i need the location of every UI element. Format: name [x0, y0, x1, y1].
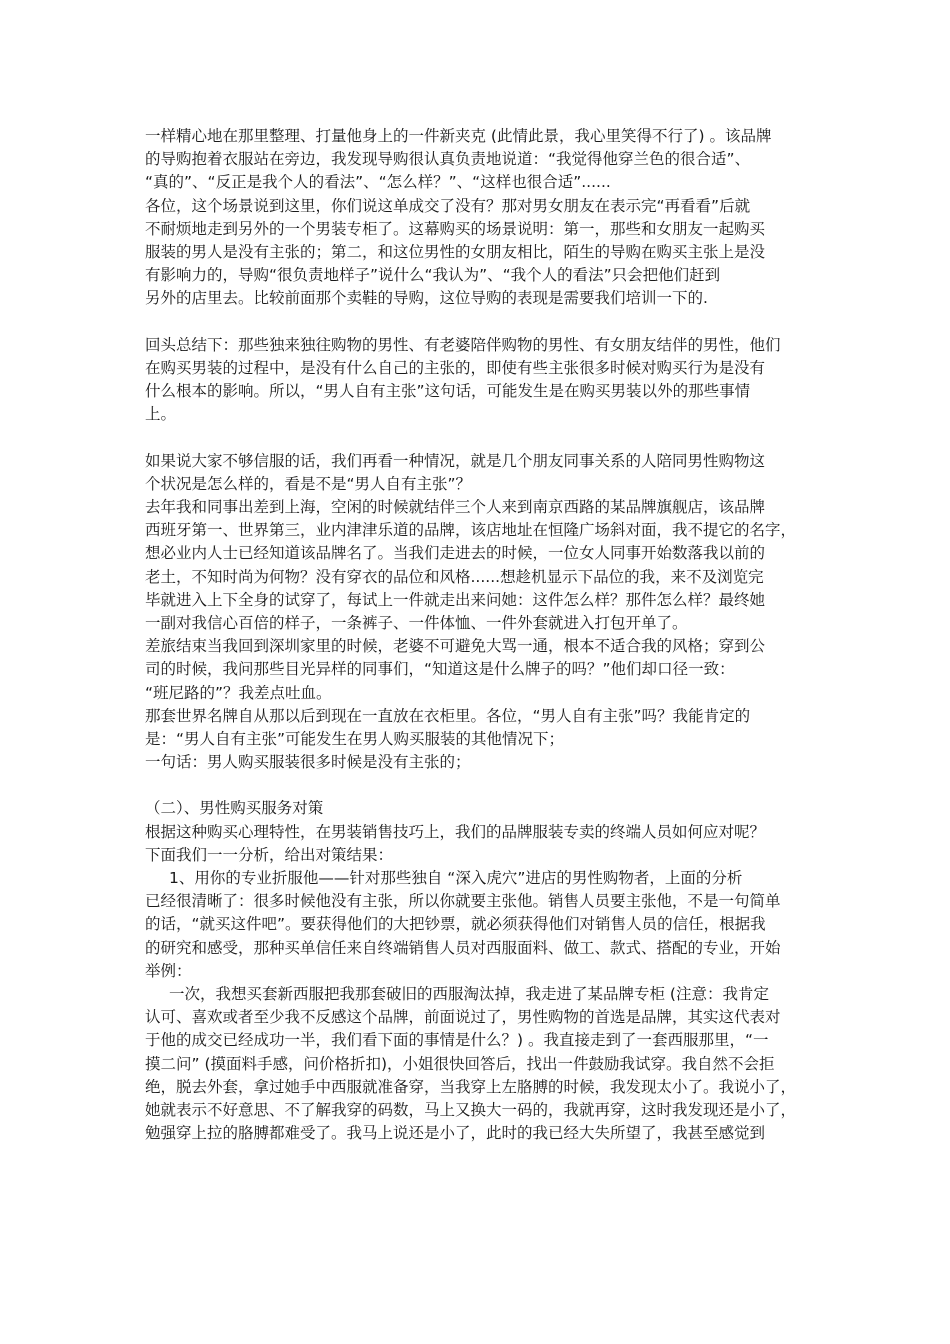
text-line: 老土，不知时尚为何物？没有穿衣的品位和风格......想趁机显示下品位的我，来不及浏览完 — [145, 567, 764, 586]
text-line: 认可、喜欢或者至少我不反感这个品牌，前面说过了，男性购物的首选是品牌，其实这代表对 — [145, 1008, 781, 1027]
text-line: “真的”、“反正是我个人的看法”、“怎么样？”、“这样也很合适”...... — [145, 173, 611, 192]
text-line: 摸二问” (摸面料手感，问价格折扣)，小姐很快回答后，找出一件鼓励我试穿。我自然不会拒 — [145, 1054, 775, 1073]
text-line: 什么根本的影响。所以，“男人自有主张”这句话，可能发生是在购买男装以外的那些事情 — [145, 382, 751, 401]
text-line: 已经很清晰了：很多时候他没有主张，所以你就要主张他。销售人员要主张他，不是一句简单 — [145, 892, 781, 911]
text-line: 另外的店里去。比较前面那个卖鞋的导购，这位导购的表现是需要我们培训一下的. — [145, 289, 708, 308]
text-line: 下面我们一一分析，给出对策结果： — [145, 845, 394, 864]
text-line: 司的时候，我问那些目光异样的同事们，“知道这是什么牌子的吗？”他们却口径一致： — [145, 660, 735, 679]
text-line: 在购买男装的过程中，是没有什么自己的主张的，即使有些主张很多时候对购买行为是没有 — [145, 358, 766, 377]
text-line: 一次，我想买套新西服把我那套破旧的西服淘汰掉，我走进了某品牌专柜 (注意：我肯定 — [169, 984, 769, 1003]
text-line: 西班牙第一、世界第三，业内津津乐道的品牌，该店地址在恒隆广场斜对面，我不提它的名字， — [145, 521, 797, 540]
text-line: 想必业内人士已经知道该品牌名了。当我们走进去的时候，一位女人同事开始数落我以前的 — [145, 544, 766, 563]
section-heading — [145, 797, 813, 820]
text-line: 是：“男人自有主张”可能发生在男人购买服装的其他情况下； — [145, 729, 565, 748]
paragraph — [145, 635, 813, 705]
text-line: 勉强穿上拉的胳膊都难受了。我马上说还是小了，此时的我已经大失所望了，我甚至感觉到 — [145, 1124, 766, 1143]
text-line: 的话，“就买这件吧”。要获得他们的大把钞票，就必须获得他们对销售人员的信任，根据我 — [145, 915, 766, 934]
text-line: 于他的成交已经成功一半，我们看下面的事情是什么？) 。我直接走到了一套西服那里，“一 — [145, 1031, 769, 1050]
text-line: 一副对我信心百倍的样子，一条裤子、一件体恤、一件外套就进入打包开单了。 — [145, 613, 688, 632]
paragraph — [145, 867, 813, 983]
text-line: 那套世界名牌自从那以后到现在一直放在衣柜里。各位，“男人自有主张”吗？我能肯定的 — [145, 706, 751, 725]
text-line: 绝，脱去外套，拿过她手中西服就准备穿，当我穿上左胳膊的时候，我发现太小了。我说小了， — [145, 1077, 797, 1096]
paragraph — [145, 450, 813, 496]
paragraph-gap — [145, 311, 813, 334]
text-line: 毕就进入上下全身的试穿了，每试上一件就走出来问她：这件怎么样？那件怎么样？最终她 — [145, 590, 766, 609]
text-line: 一句话：男人购买服装很多时候是没有主张的； — [145, 753, 471, 772]
text-line: 差旅结束当我回到深圳家里的时候，老婆不可避免大骂一通，根本不适合我的风格；穿到公 — [145, 637, 766, 656]
paragraph — [145, 195, 813, 311]
paragraph — [145, 983, 813, 1145]
text-line: 有影响力的，导购“很负责地样子”说什么“我认为”、“我个人的看法”只会把他们赶到 — [145, 266, 721, 285]
paragraph — [145, 496, 813, 635]
text-line: 回头总结下：那些独来独往购物的男性、有老婆陪伴购物的男性、有女朋友结伴的男性，他们 — [145, 335, 781, 354]
text-line: 个状况是怎么样的，看是不是“男人自有主张”？ — [145, 474, 472, 493]
document-body — [145, 125, 813, 1145]
text-line: “班尼路的”？我差点吐血。 — [145, 683, 332, 702]
text-line: 的研究和感受，那种买单信任来自终端销售人员对西服面料、做工、款式、搭配的专业，开始 — [145, 938, 781, 957]
text-line: 根据这种购买心理特性，在男装销售技巧上，我们的品牌服装专卖的终端人员如何应对呢？ — [145, 822, 766, 841]
paragraph — [145, 821, 813, 867]
text-line: 的导购抱着衣服站在旁边，我发现导购很认真负责地说道：“我觉得他穿兰色的很合适”、 — [145, 150, 751, 169]
text-line: 1、用你的专业折服他——针对那些独自 “深入虎穴”进店的男性购物者，上面的分析 — [169, 869, 743, 887]
paragraph — [145, 334, 813, 427]
text-line: 不耐烦地走到另外的一个男装专柜了。这幕购买的场景说明：第一，那些和女朋友一起购买 — [145, 219, 766, 238]
text-line: 服装的男人是没有主张的；第二，和这位男性的女朋友相比，陌生的导购在购买主张上是没 — [145, 242, 766, 261]
text-line: 如果说大家不够信服的话，我们再看一种情况，就是几个朋友同事关系的人陪同男性购物这 — [145, 451, 766, 470]
text-line: 举例： — [145, 961, 192, 980]
text-line: 一样精心地在那里整理、打量他身上的一件新夹克 (此情此景，我心里笑得不行了) 。该品牌 — [145, 127, 772, 145]
paragraph — [145, 705, 813, 751]
text-line: 各位，这个场景说到这里，你们说这单成交了没有？那对男女朋友在表示完“再看看”后就 — [145, 196, 751, 215]
text-line: （二）、男性购买服务对策 — [145, 799, 324, 818]
paragraph-gap — [145, 426, 813, 449]
paragraph — [145, 751, 813, 774]
text-line: 她就表示不好意思、不了解我穿的码数，马上又换大一码的，我就再穿，这时我发现还是小了， — [145, 1100, 797, 1119]
text-line: 上。 — [145, 405, 177, 424]
paragraph-gap — [145, 774, 813, 797]
text-line: 去年我和同事出差到上海，空闲的时候就结伴三个人来到南京西路的某品牌旗舰店，该品牌 — [145, 498, 766, 516]
paragraph — [145, 125, 813, 195]
